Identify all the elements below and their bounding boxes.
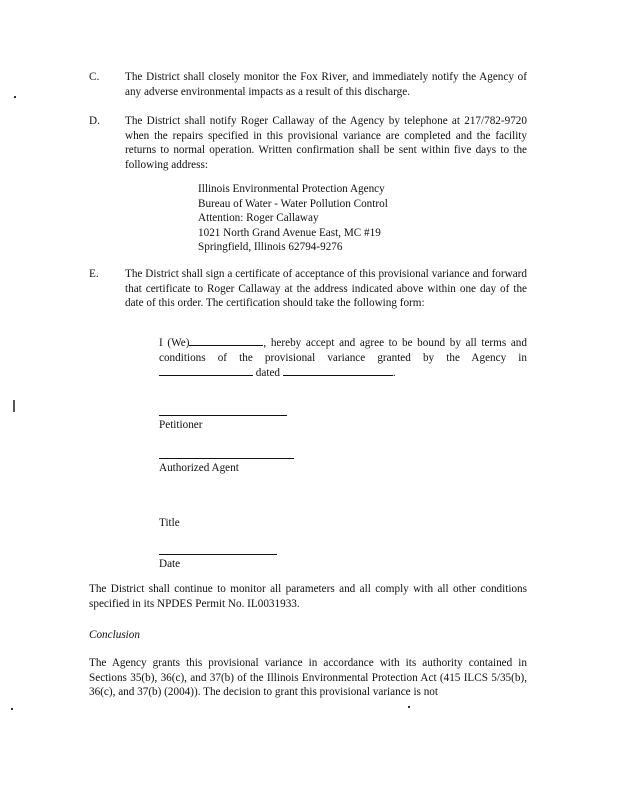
- title-label: Title: [159, 517, 180, 529]
- monitor-paragraph: The District shall continue to monitor all parameters and all comply with all other conditions specified in its NPDES Permit No. IL0031933.: [89, 583, 527, 610]
- item-c-letter: C.: [89, 71, 100, 83]
- petitioner-label: Petitioner: [159, 419, 203, 431]
- date-blank[interactable]: [283, 365, 393, 376]
- case-blank[interactable]: [159, 365, 253, 376]
- item-e-text: The District shall sign a certificate of acceptance of this provisional variance and forward that certificate to Roger Callaway at the address indicated above within one day of the date of this order. The certification should take the following form:: [125, 268, 527, 310]
- certificate-dated: dated: [255, 367, 281, 380]
- date-label: Date: [159, 558, 181, 570]
- certificate-period: .: [392, 367, 396, 380]
- address-line: 1021 North Grand Avenue East, MC #19: [198, 226, 381, 239]
- address-line: Springfield, Illinois 62794-9276: [198, 241, 343, 254]
- conclusion-heading: Conclusion: [89, 629, 140, 641]
- name-blank[interactable]: [189, 335, 263, 346]
- date-signature-line[interactable]: [159, 554, 277, 555]
- conclusion-text: The Agency grants this provisional variance in accordance with its authority contained in Sections 35(b), 36(c), and 37(b) of the Illinois Environmental Protection Act (415 ILCS 5/35(b), 36(c), and 37(b) (2004)). The decision to grant this provisional variance is not: [89, 657, 527, 699]
- address-line: Illinois Environmental Protection Agency: [198, 183, 385, 195]
- scan-speck: [13, 400, 15, 412]
- certificate-body: , hereby accept and agree to be bound by all terms and conditions of the provisional variance granted by the Agency in: [159, 337, 527, 364]
- scan-speck: [11, 708, 13, 710]
- petitioner-signature-line[interactable]: [159, 415, 287, 416]
- address-block: [198, 182, 388, 255]
- address-line: Attention: Roger Callaway: [198, 212, 319, 225]
- agent-signature-line[interactable]: [159, 458, 294, 459]
- item-e-letter: E.: [89, 268, 99, 280]
- scan-speck: [408, 706, 410, 708]
- certificate-i-we: I (We): [159, 337, 190, 349]
- scan-speck: [14, 96, 16, 98]
- item-d-letter: D.: [89, 115, 100, 127]
- item-c-text: The District shall closely monitor the Fox River, and immediately notify the Agency of any adverse environmental impacts as a result of this discharge.: [125, 71, 527, 98]
- address-line: Bureau of Water - Water Pollution Control: [198, 197, 388, 210]
- certificate-text: [159, 335, 527, 381]
- agent-label: Authorized Agent: [159, 462, 239, 474]
- item-d-text: The District shall notify Roger Callaway of the Agency by telephone at 217/782-9720 when the repairs specified in this provisional variance are completed and the facility returns to normal operation. Written confirmation shall be sent within five days to the following address:: [125, 115, 527, 171]
